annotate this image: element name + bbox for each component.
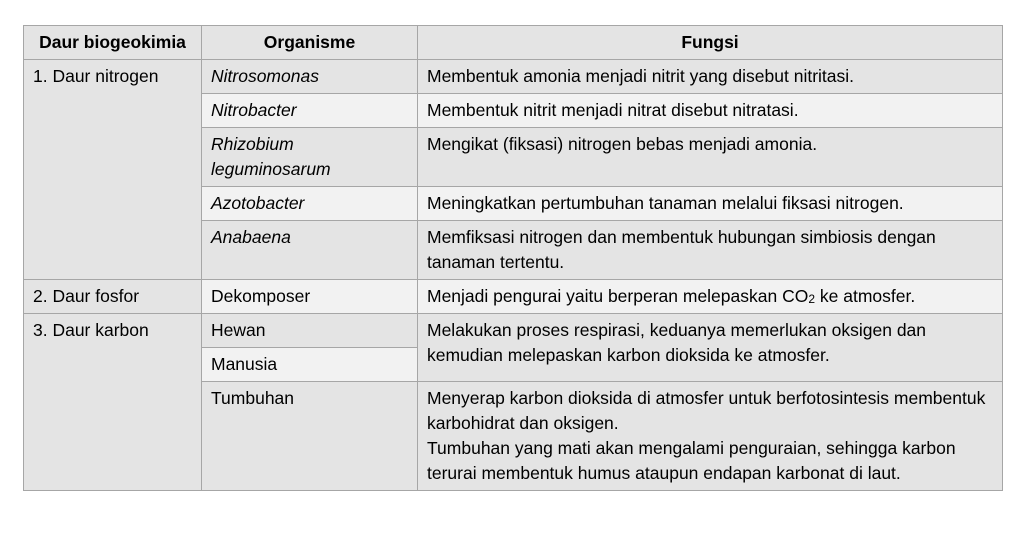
cycle-cell-carbon: 3. Daur karbon	[24, 314, 202, 491]
function-text: Menyerap karbon dioksida di atmosfer untuk berfotosintesis membentuk karbohidrat dan oksigen.	[427, 388, 986, 433]
cycle-cell-nitrogen: 1. Daur nitrogen	[24, 60, 202, 280]
table-row	[24, 60, 1003, 94]
organism-cell: Azotobacter	[202, 187, 418, 221]
organism-cell: Nitrobacter	[202, 94, 418, 128]
biogeochemical-cycle-table	[23, 25, 1003, 491]
function-text: Menjadi pengurai yaitu berperan melepaskan CO	[427, 286, 809, 306]
organism-cell: Tumbuhan	[202, 382, 418, 491]
function-cell	[418, 382, 1003, 491]
organism-cell: Nitrosomonas	[202, 60, 418, 94]
table-row	[24, 280, 1003, 314]
table-row	[24, 314, 1003, 348]
function-cell: Memfiksasi nitrogen dan membentuk hubungan simbiosis dengan tanaman tertentu.	[418, 221, 1003, 280]
function-text: ke atmosfer.	[815, 286, 916, 306]
cycle-cell-phosphorus: 2. Daur fosfor	[24, 280, 202, 314]
subscript-two: 2	[808, 292, 816, 306]
organism-cell: Manusia	[202, 348, 418, 382]
function-cell: Membentuk amonia menjadi nitrit yang disebut nitritasi.	[418, 60, 1003, 94]
function-cell	[418, 280, 1003, 314]
function-cell: Meningkatkan pertumbuhan tanaman melalui fiksasi nitrogen.	[418, 187, 1003, 221]
header-function: Fungsi	[418, 26, 1003, 60]
header-organism: Organisme	[202, 26, 418, 60]
function-cell: Melakukan proses respirasi, keduanya memerlukan oksigen dan kemudian melepaskan karbon dioksida ke atmosfer.	[418, 314, 1003, 382]
organism-cell: Anabaena	[202, 221, 418, 280]
organism-cell: Dekomposer	[202, 280, 418, 314]
function-text-extra: Tumbuhan yang mati akan mengalami penguraian, sehingga karbon terurai membentuk humus ataupun endapan karbonat di laut.	[427, 438, 956, 483]
function-cell: Membentuk nitrit menjadi nitrat disebut nitratasi.	[418, 94, 1003, 128]
header-cycle: Daur biogeokimia	[24, 26, 202, 60]
organism-cell: Rhizobium leguminosarum	[202, 128, 418, 187]
table-header-row	[24, 26, 1003, 60]
function-cell: Mengikat (fiksasi) nitrogen bebas menjadi amonia.	[418, 128, 1003, 187]
organism-cell: Hewan	[202, 314, 418, 348]
